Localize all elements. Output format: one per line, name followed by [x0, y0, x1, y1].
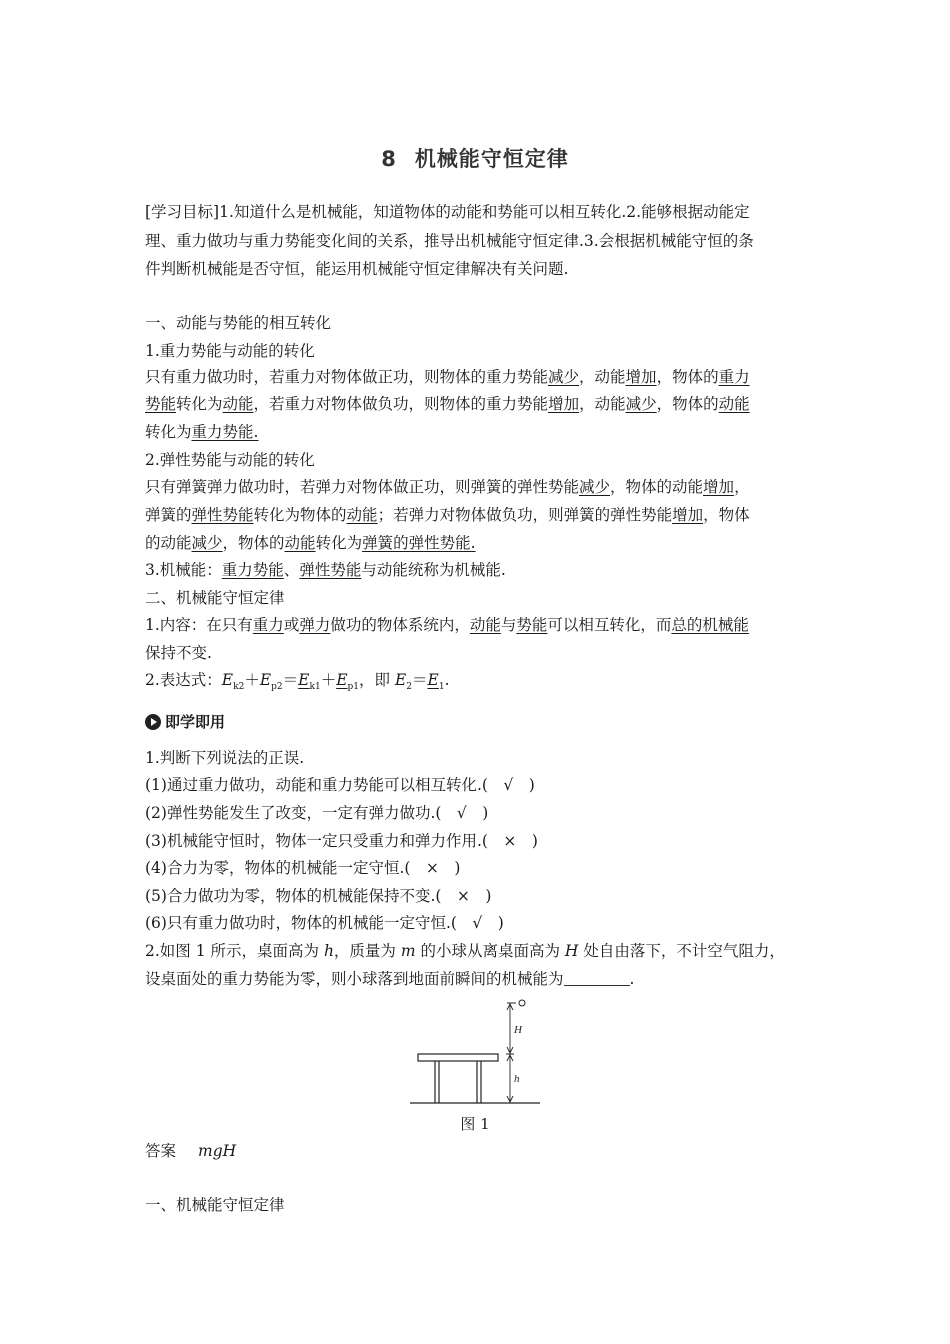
question-1: 1.判断下列说法的正误.	[145, 749, 305, 767]
play-marker-icon	[145, 714, 161, 730]
paragraph-line: 只有重力做功时，若重力对物体做正功，则物体的重力势能减少，动能增加，物体的重力	[145, 368, 750, 386]
answer-blank	[564, 971, 630, 986]
ball	[519, 1000, 525, 1006]
section-heading: 一、机械能守恒定律	[145, 1196, 285, 1214]
paragraph-line: 弹簧的弹性势能转化为物体的动能；若弹力对物体做负功，则弹簧的弹性势能增加，物体	[145, 506, 750, 524]
title-text: 机械能守恒定律	[414, 147, 569, 171]
paragraph-line: 转化为重力势能.	[145, 423, 259, 441]
table-ball-figure	[408, 996, 548, 1108]
judge-item: (4)合力为零，物体的机械能一定守恒.( × )	[145, 859, 461, 877]
label-H: H	[514, 1024, 522, 1036]
paragraph-line: 1.内容：在只有重力或弹力做功的物体系统内，动能与势能可以相互转化，而总的机械能	[145, 616, 749, 634]
judge-item: (6)只有重力做功时，物体的机械能一定守恒.( √ )	[145, 914, 504, 932]
table-top	[418, 1054, 498, 1061]
paragraph-line: 只有弹簧弹力做功时，若弹力对物体做正功，则弹簧的弹性势能减少，物体的动能增加，	[145, 478, 750, 496]
answer-line: 答案 mgH	[145, 1142, 237, 1160]
subsection-heading: 2.弹性势能与动能的转化	[145, 451, 315, 469]
question-2: 2.如图 1 所示，桌面高为 h，质量为 m 的小球从离桌面高为 H 处自由落下，不计空气阻力，	[145, 942, 785, 960]
title-number: 8	[381, 147, 397, 171]
objectives-line-3: 件判断机械能是否守恒，能运用机械能守恒定律解决有关问题.	[145, 260, 569, 278]
question-2: 设桌面处的重力势能为零，则小球落到地面前瞬间的机械能为 .	[145, 970, 635, 988]
objectives-line-2: 理、重力做功与重力势能变化间的关系，推导出机械能守恒定律.3.会根据机械能守恒的条	[145, 232, 754, 250]
judge-item: (2)弹性势能发生了改变，一定有弹力做功.( √ )	[145, 804, 489, 822]
judge-item: (1)通过重力做功，动能和重力势能可以相互转化.( √ )	[145, 776, 535, 794]
paragraph-line: 3.机械能：重力势能、弹性势能与动能统称为机械能.	[145, 561, 506, 579]
figure-caption: 图 1	[460, 1115, 490, 1133]
paragraph-line: 保持不变.	[145, 644, 212, 662]
section-heading: 一、动能与势能的相互转化	[145, 314, 332, 332]
label-h: h	[514, 1073, 520, 1085]
practice-heading: 即学即用	[145, 712, 810, 732]
judge-item: (5)合力做功为零，物体的机械能保持不变.( × )	[145, 887, 492, 905]
page-title	[0, 143, 950, 173]
formula-line: 2.表达式：$E_{k2}+E_{p2}=E_{k1}+E_{p1}$，即 $E_2=E_1$.	[145, 671, 450, 693]
paragraph-line: 的动能减少，物体的动能转化为弹簧的弹性势能.	[145, 534, 476, 552]
objectives-line-1: [学习目标]1.知道什么是机械能，知道物体的动能和势能可以相互转化.2.能够根据动能定	[145, 203, 750, 221]
paragraph-line: 势能转化为动能，若重力对物体做负功，则物体的重力势能增加，动能减少，物体的动能	[145, 395, 750, 413]
judge-item: (3)机械能守恒时，物体一定只受重力和弹力作用.( × )	[145, 832, 538, 850]
subsection-heading: 1.重力势能与动能的转化	[145, 342, 315, 360]
section-heading: 二、机械能守恒定律	[145, 589, 285, 607]
